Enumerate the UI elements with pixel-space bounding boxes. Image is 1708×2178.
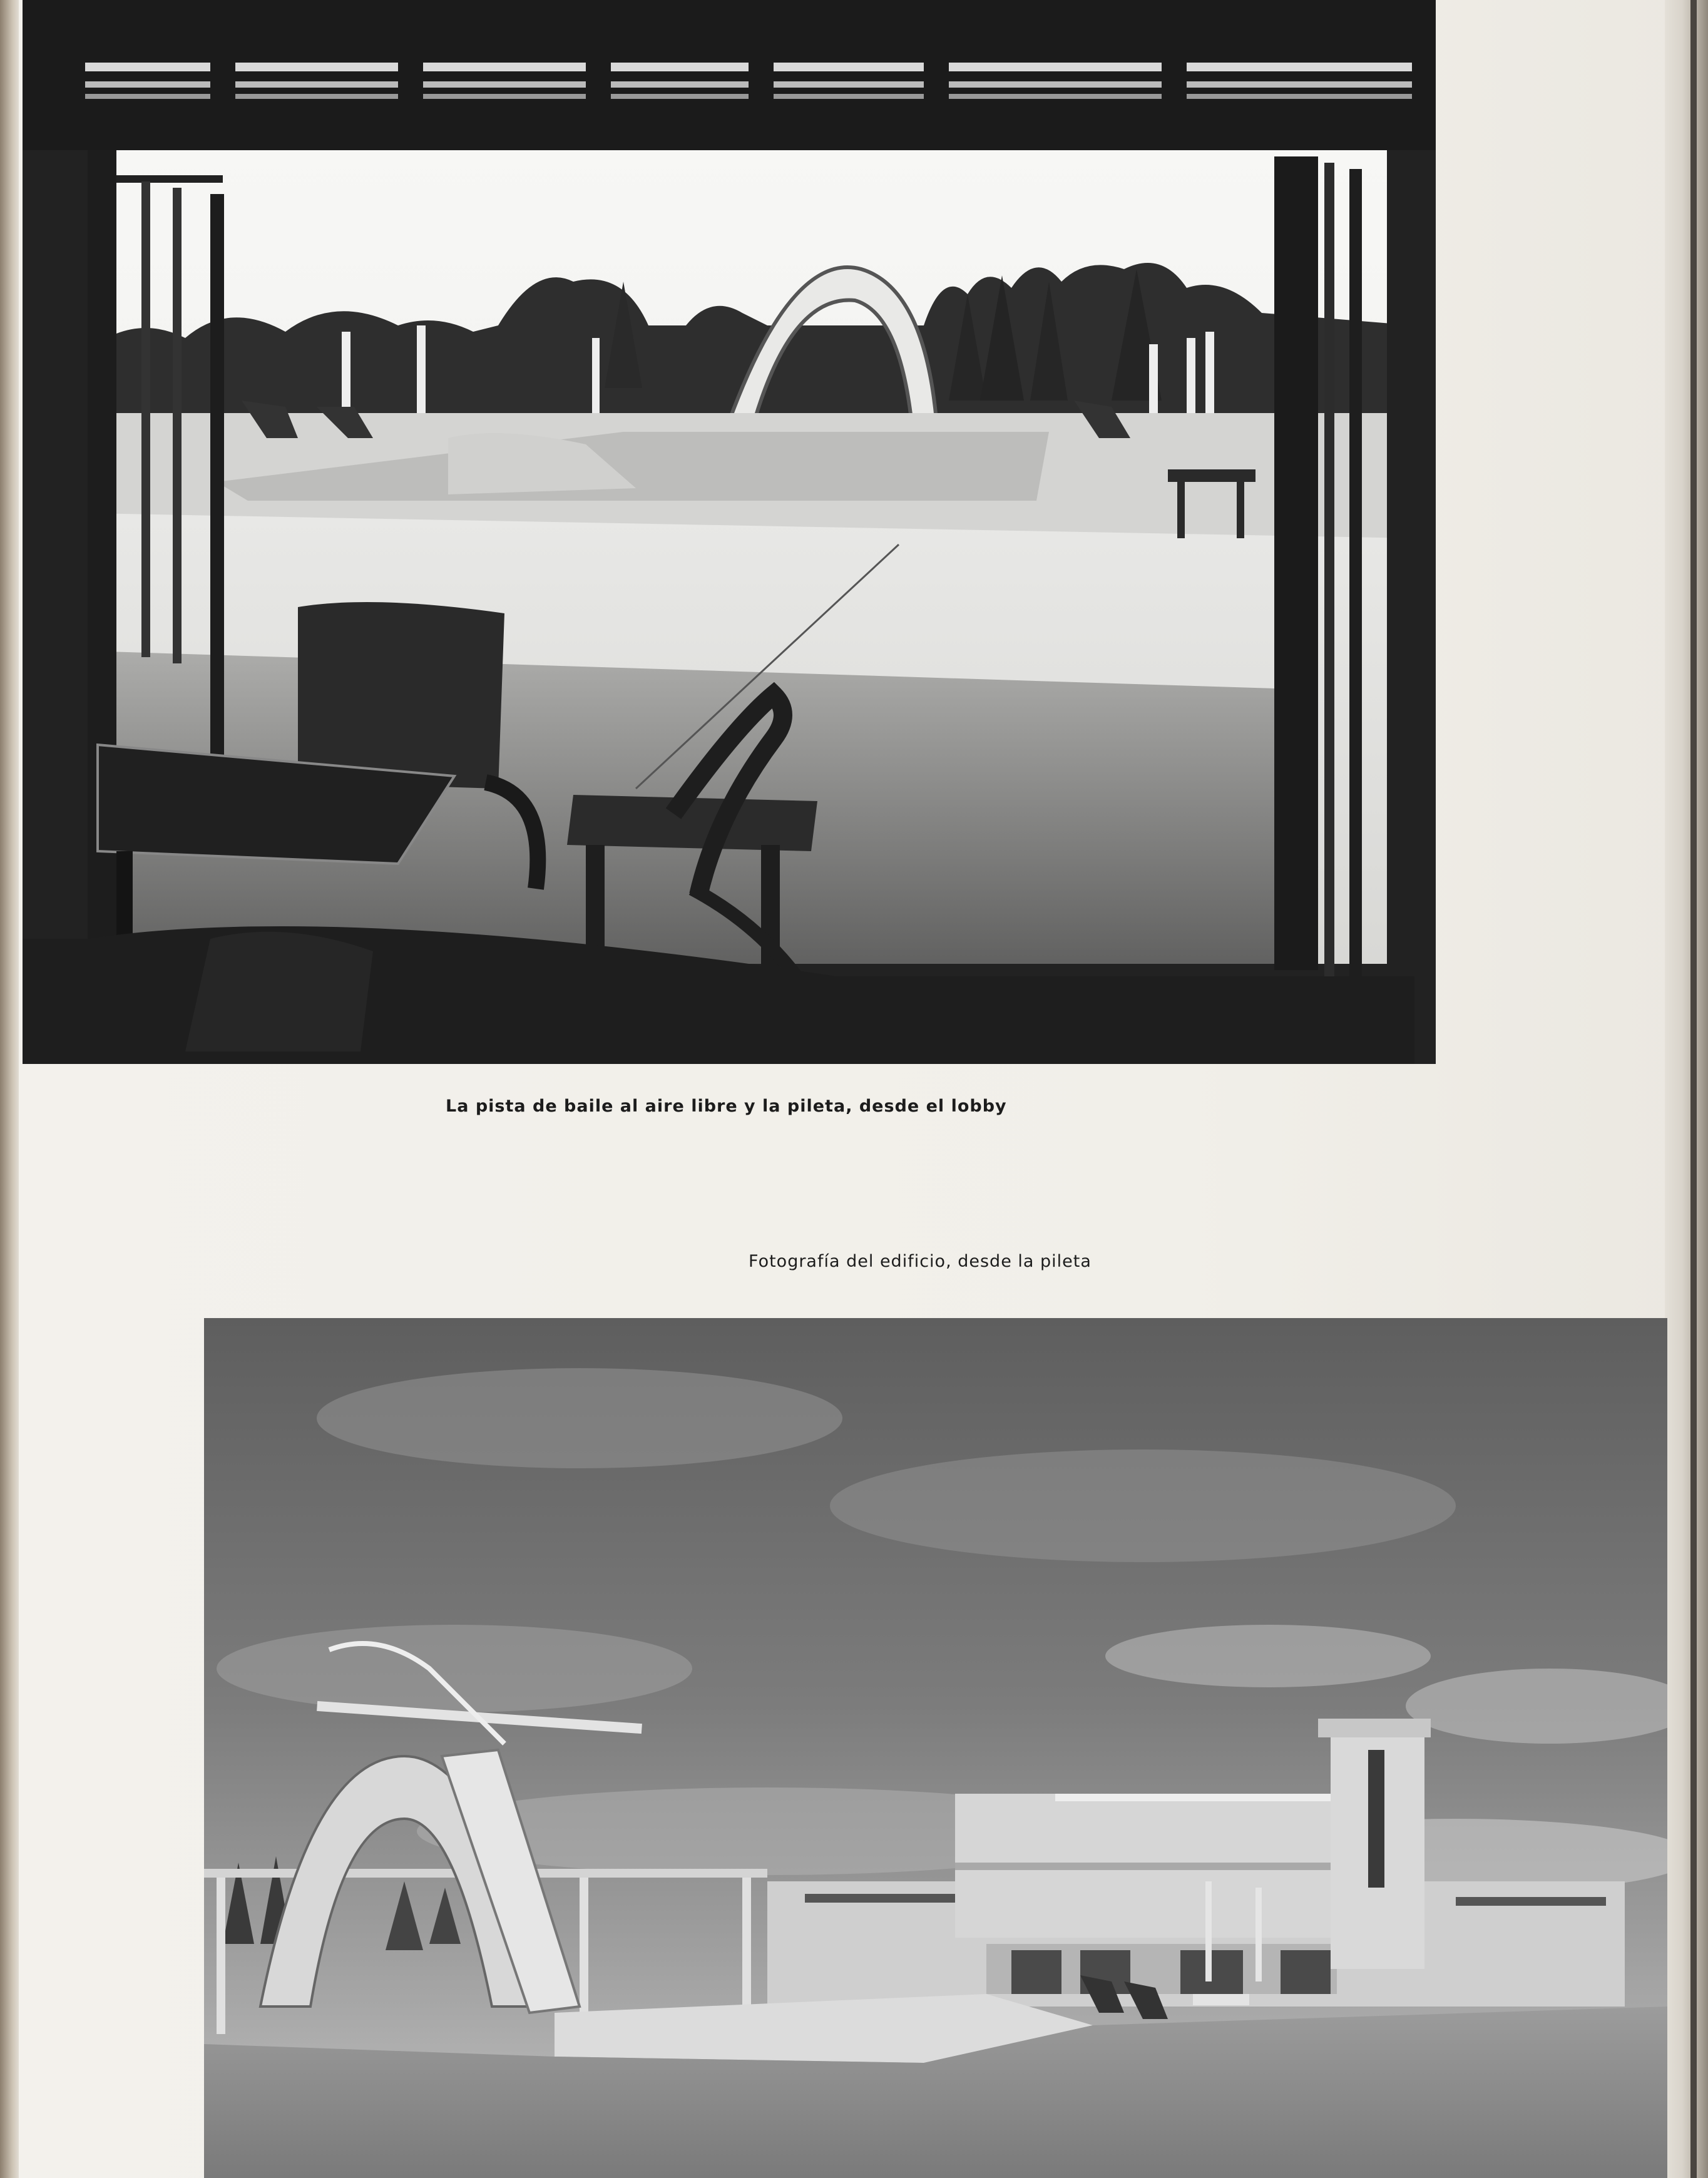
page-edge — [1690, 0, 1697, 2178]
photo-dance-floor-illustration — [23, 0, 1436, 1064]
photo-dance-floor-and-pool — [23, 0, 1436, 1064]
caption-dance-floor: La pista de baile al aire libre y la pileta, desde el lobby — [446, 1097, 1007, 1116]
photo-building-from-pool — [204, 1318, 1667, 2178]
photo-building-illustration — [204, 1318, 1667, 2178]
book-binding-left — [0, 0, 21, 2178]
book-binding-right — [1665, 0, 1708, 2178]
caption-building: Fotografía del edificio, desde la pileta — [749, 1252, 1092, 1271]
